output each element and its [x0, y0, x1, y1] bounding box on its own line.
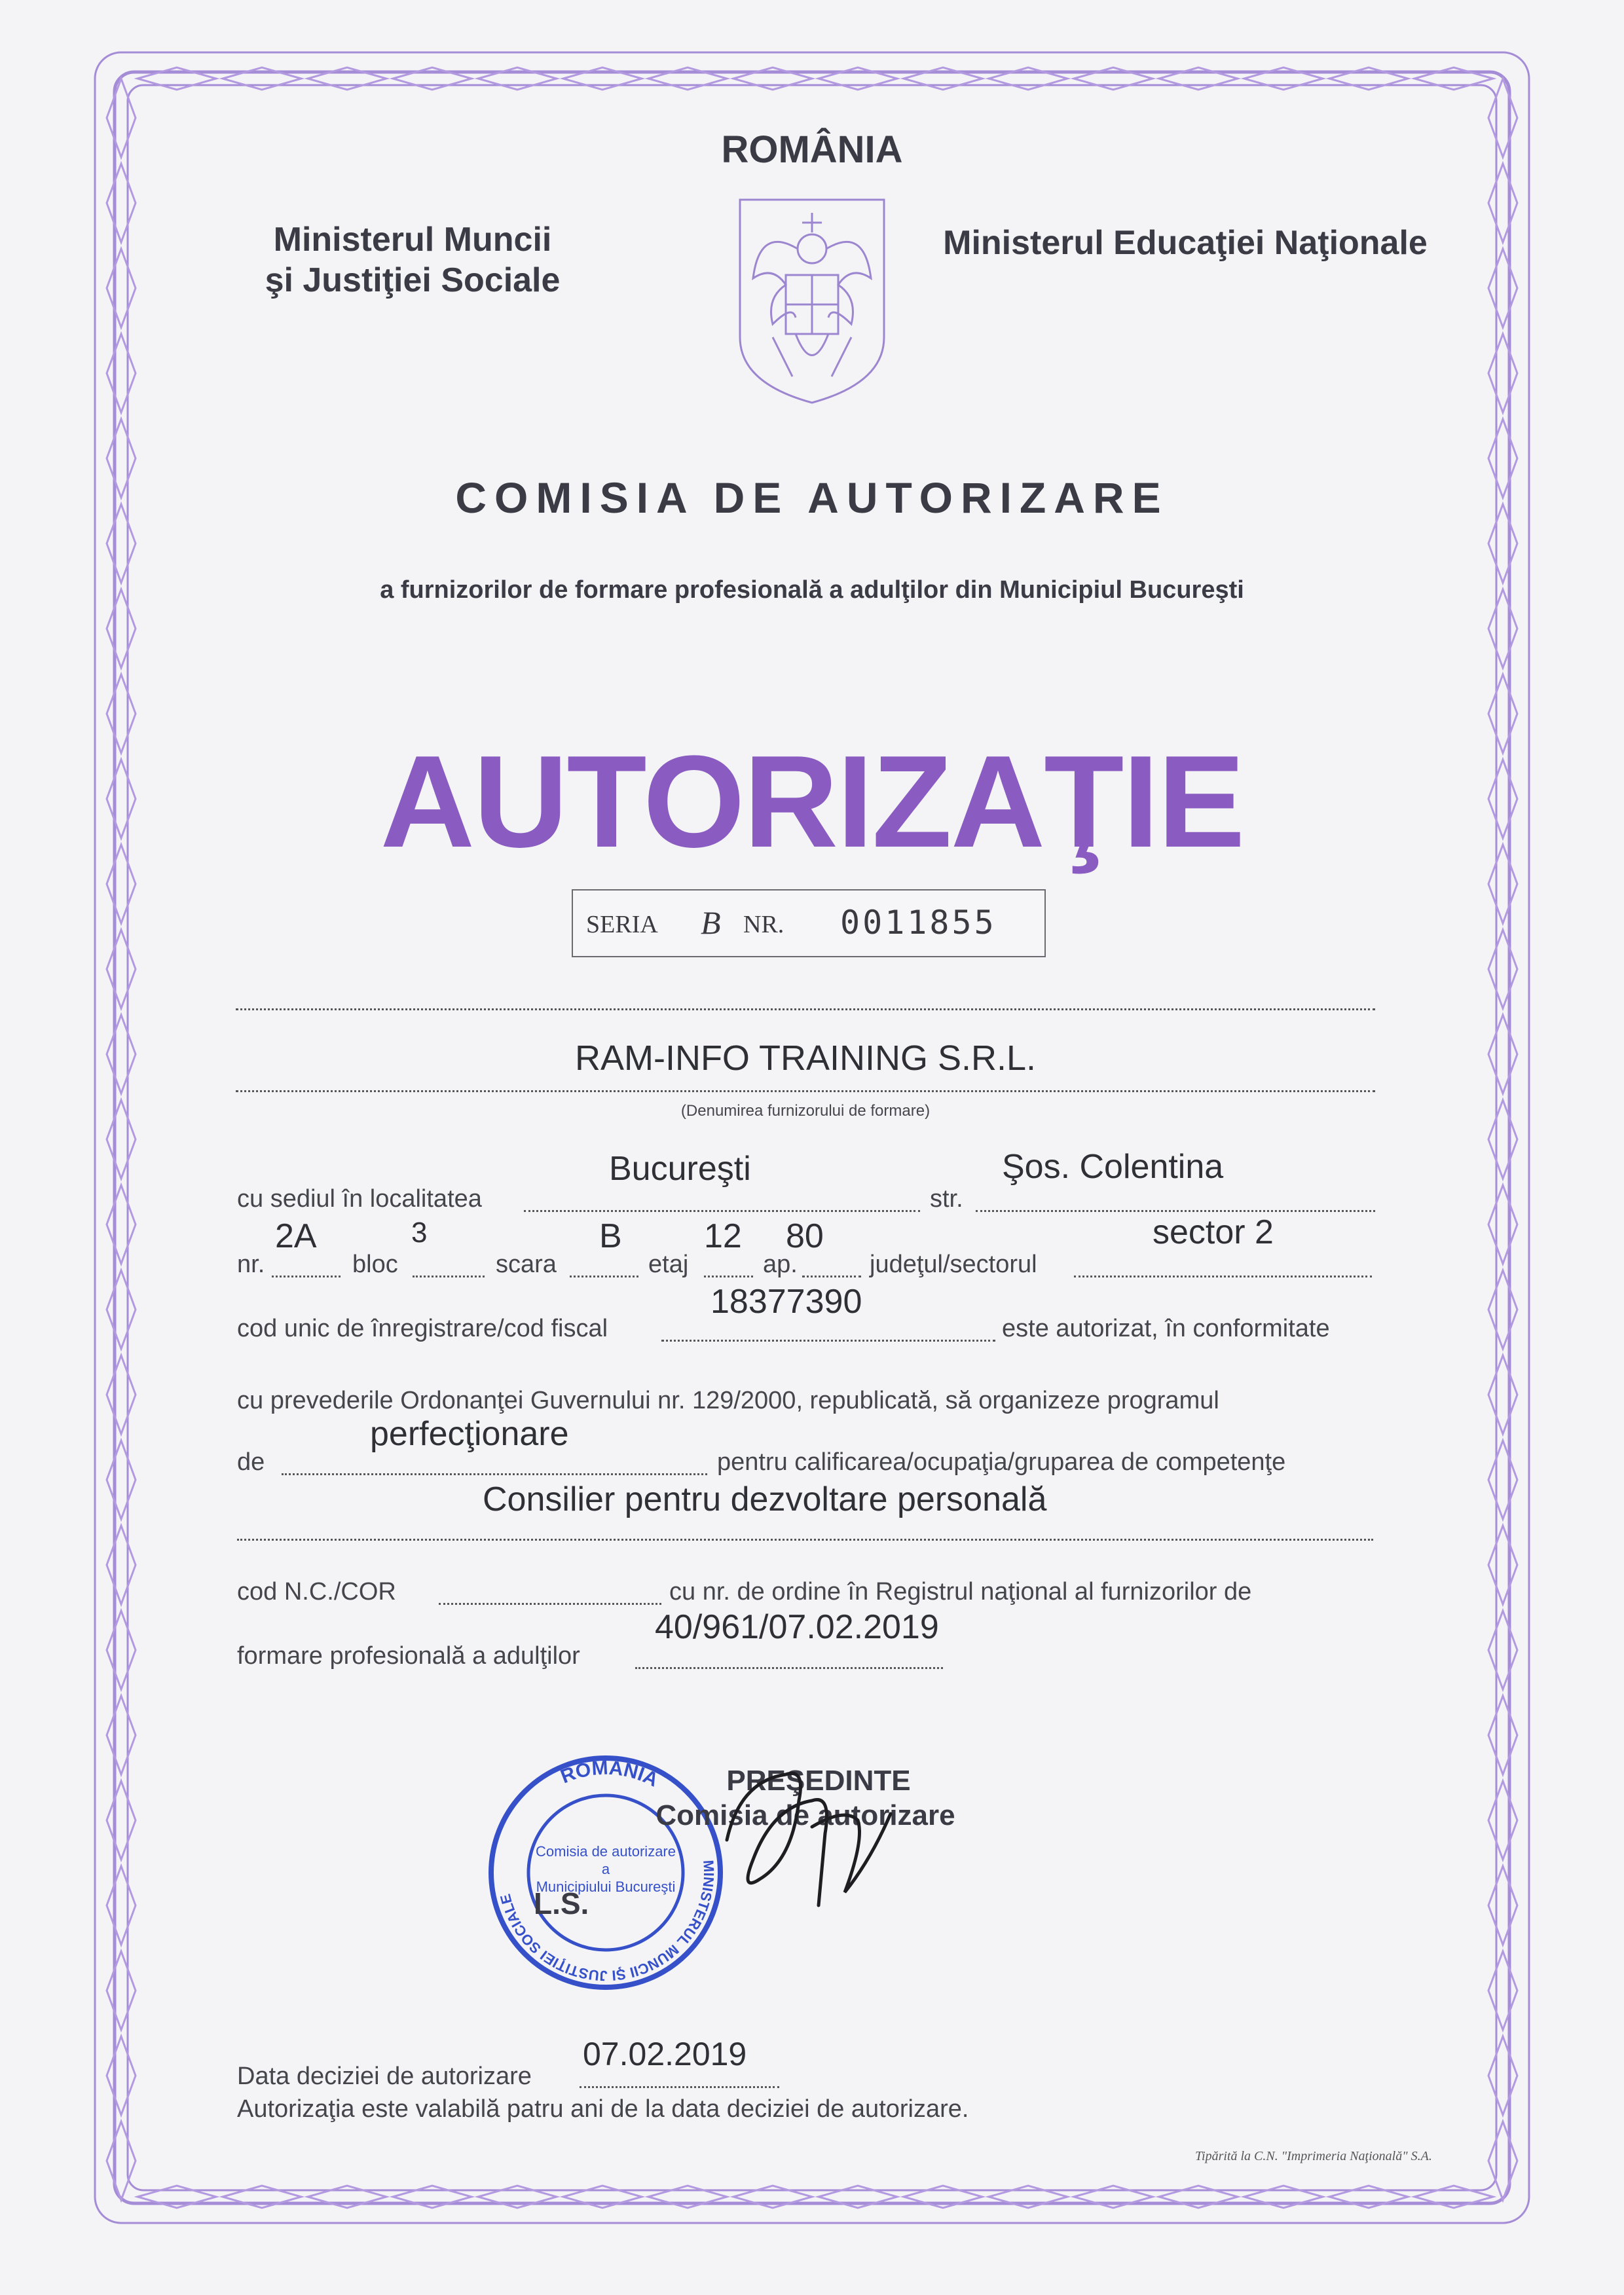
- border-ornament: [107, 1355, 136, 1434]
- document-title: AUTORIZAŢIE: [380, 729, 1244, 875]
- nr-label: nr.: [237, 1251, 265, 1278]
- registry-rule: [635, 1667, 943, 1669]
- ap-rule: [802, 1276, 861, 1277]
- border-ornament: [107, 1781, 136, 1860]
- street-rule: [976, 1210, 1375, 1212]
- validity-text: Autorizaţia este valabilă patru ani de la data deciziei de autorizare.: [237, 2095, 969, 2123]
- signature-icon: [701, 1729, 910, 1925]
- date-rule: [580, 2086, 779, 2088]
- program-rule: [282, 1473, 707, 1475]
- qualification-rule: [237, 1539, 1373, 1541]
- border-ornament: [107, 674, 136, 753]
- border-ornament: [1488, 249, 1517, 327]
- registry-number: 40/961/07.02.2019: [655, 1608, 939, 1646]
- serial-nr-label: NR.: [743, 911, 784, 938]
- fiscal-rule: [661, 1340, 995, 1342]
- border-ornament: [107, 1696, 136, 1774]
- formare-label: formare profesională a adulţilor: [237, 1642, 580, 1670]
- printer-note: Tipărită la C.N. "Imprimeria Naţională" S.A.: [1195, 2149, 1432, 2163]
- county-value: sector 2: [1153, 1213, 1274, 1251]
- border-ornament: [1488, 674, 1517, 753]
- ministry-left-line-1: Ministerul Muncii: [273, 221, 552, 259]
- border-ornament: [1488, 2121, 1517, 2200]
- street-label: str.: [930, 1185, 963, 1213]
- stamp-outer-top: ROMÂNIA: [557, 1757, 662, 1791]
- border-ornament: [1488, 930, 1517, 1008]
- cor-label: cod N.C./COR: [237, 1578, 396, 1606]
- border-ornament: [1488, 1355, 1517, 1434]
- provider-caption: (Denumirea furnizorului de formare): [680, 1102, 931, 1120]
- border-ornament: [107, 1951, 136, 2030]
- border-ornament: [107, 1100, 136, 1179]
- president-commission: Comisia de autorizare: [655, 1799, 955, 1831]
- bloc-rule: [413, 1276, 485, 1277]
- ministry-right: Ministerul Educaţiei Naţionale: [943, 224, 1428, 262]
- program-de-label: de: [237, 1448, 265, 1476]
- locality-value: Bucureşti: [609, 1150, 751, 1188]
- date-label: Data deciziei de autorizare: [237, 2063, 532, 2090]
- border-ornament: [107, 249, 136, 327]
- border-ornament: [107, 1526, 136, 1604]
- border-ornament: [1488, 1866, 1517, 1945]
- fiscal-after: este autorizat, în conformitate: [1002, 1315, 1330, 1342]
- etaj-rule: [704, 1276, 753, 1277]
- border-ornament: [1488, 164, 1517, 242]
- locality-rule: [524, 1210, 920, 1212]
- commission-subtitle: a furnizorilor de formare profesională a adulţilor din Municipiul Bucureşti: [380, 576, 1244, 604]
- fiscal-label: cod unic de înregistrare/cod fiscal: [237, 1315, 608, 1342]
- scara-value: B: [599, 1217, 622, 1255]
- serial-seria-value: B: [701, 904, 721, 941]
- border-ornament: [1488, 1696, 1517, 1774]
- coat-of-arms-icon: [733, 187, 891, 409]
- border-ornament: [107, 2121, 136, 2200]
- border-ornament: [1488, 589, 1517, 668]
- provider-name: RAM-INFO TRAINING S.R.L.: [574, 1038, 1037, 1078]
- scara-rule: [570, 1276, 638, 1277]
- ls-mark: L.S.: [534, 1886, 589, 1920]
- ap-value: 80: [786, 1217, 824, 1255]
- nr-value: 2A: [275, 1217, 317, 1255]
- cor-rule: [439, 1603, 661, 1605]
- border-ornament: [1488, 2036, 1517, 2115]
- scara-label: scara: [496, 1251, 557, 1278]
- border-ornament: [1488, 1526, 1517, 1604]
- border-ornament: [107, 1185, 136, 1264]
- border-ornament: [107, 419, 136, 498]
- border-ornament: [1488, 760, 1517, 838]
- border-ornament: [1488, 1441, 1517, 1519]
- border-ornament: [107, 164, 136, 242]
- border-ornament: [107, 760, 136, 838]
- border-ornament: [107, 1441, 136, 1519]
- border-ornament: [1488, 1015, 1517, 1093]
- cor-after: cu nr. de ordine în Registrul naţional al furnizorilor de: [669, 1578, 1252, 1606]
- stamp-outer-bottom: MINISTERUL MUNCII ŞI JUSTIŢIEI SOCIALE: [496, 1859, 718, 1985]
- border-ornament: [1488, 1270, 1517, 1349]
- county-rule: [1074, 1276, 1372, 1277]
- qualification-value: Consilier pentru dezvoltare personală: [483, 1480, 1047, 1518]
- county-label: judeţul/sectorul: [870, 1251, 1037, 1278]
- border-ornament: [107, 2036, 136, 2115]
- serial-seria-label: SERIA: [586, 911, 658, 938]
- ap-label: ap.: [763, 1251, 798, 1278]
- border-ornament: [1488, 845, 1517, 923]
- border-ornament: [107, 1866, 136, 1945]
- provider-bottom-rule: [236, 1090, 1375, 1092]
- street-value: Şos. Colentina: [1002, 1148, 1224, 1186]
- program-type: perfecţionare: [370, 1415, 569, 1453]
- border-ornament: [1488, 1781, 1517, 1860]
- bloc-label: bloc: [352, 1251, 398, 1278]
- program-after: pentru calificarea/ocupaţia/gruparea de competenţe: [717, 1448, 1286, 1476]
- border-ornament: [107, 1270, 136, 1349]
- provider-top-rule: [236, 1008, 1375, 1010]
- border-ornament: [1488, 504, 1517, 583]
- border-ornament: [1488, 419, 1517, 498]
- legal-line: cu prevederile Ordonanţei Guvernului nr. 129/2000, republicată, să organizeze programul: [237, 1387, 1219, 1414]
- border-ornament: [1488, 1611, 1517, 1689]
- nr-rule: [272, 1276, 341, 1277]
- border-ornament: [107, 930, 136, 1008]
- president-title: PREŞEDINTE: [726, 1765, 911, 1797]
- border-ornament: [107, 1015, 136, 1093]
- border-ornament: [107, 589, 136, 668]
- locality-label: cu sediul în localitatea: [237, 1185, 482, 1213]
- commission-title: COMISIA DE AUTORIZARE: [455, 473, 1169, 522]
- border-ornament: [107, 845, 136, 923]
- ministry-left: [236, 219, 589, 301]
- border-ornament: [1488, 1951, 1517, 2030]
- ministry-left-line-2: şi Justiţiei Sociale: [265, 261, 561, 299]
- stamp-inner-3: Municipiului Bucureşti: [536, 1879, 676, 1895]
- serial-number: 0011855: [840, 904, 997, 942]
- border-ornament: [107, 334, 136, 413]
- country-heading: ROMÂNIA: [721, 128, 903, 171]
- date-value: 07.02.2019: [583, 2036, 747, 2072]
- serial-box: [572, 889, 1046, 957]
- border-ornament: [107, 1611, 136, 1689]
- stamp-inner-2: a: [601, 1861, 610, 1877]
- border-ornament: [1488, 334, 1517, 413]
- stamp-inner-1: Comisia de autorizare: [536, 1843, 676, 1860]
- border-ornament: [1488, 1185, 1517, 1264]
- etaj-value: 12: [704, 1217, 742, 1255]
- etaj-label: etaj: [648, 1251, 689, 1278]
- bloc-value: 3: [411, 1217, 428, 1249]
- border-ornament: [107, 504, 136, 583]
- fiscal-code: 18377390: [710, 1283, 862, 1321]
- border-ornament: [1488, 1100, 1517, 1179]
